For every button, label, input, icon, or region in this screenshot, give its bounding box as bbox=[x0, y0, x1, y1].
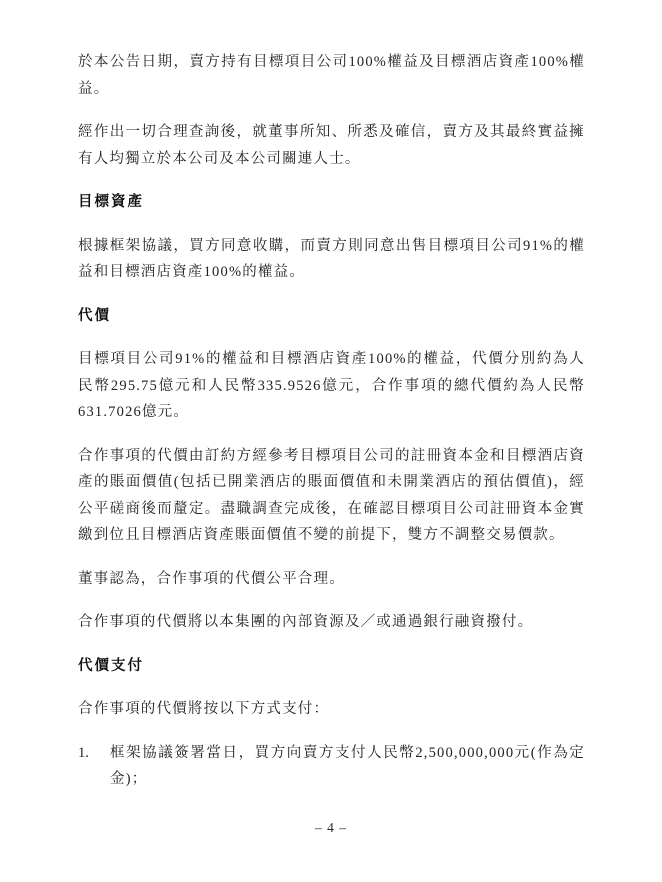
list-item-marker: 1. bbox=[78, 744, 89, 761]
section-heading-payment-of-consideration: 代價支付 bbox=[78, 657, 144, 674]
document-body bbox=[78, 49, 585, 793]
paragraph-payment-intro: 合作事項的代價將按以下方式支付： bbox=[78, 701, 330, 717]
section-heading-target-assets: 目標資產 bbox=[78, 194, 144, 210]
paragraph-independence-statement: 經作出一切合理查詢後，就董事所知、所悉及確信，賣方及其最終實益擁有人均獨立於本公司及本公司關連人士。 bbox=[78, 124, 585, 167]
paragraph-ownership-statement: 於本公告日期，賣方持有目標項目公司100%權益及目標酒店資產100%權益。 bbox=[78, 54, 585, 97]
paragraph-funding-source: 合作事項的代價將以本集團的內部資源及／或通過銀行融資撥付。 bbox=[78, 614, 534, 630]
page-number: – 4 – bbox=[315, 820, 347, 835]
paragraph-directors-opinion: 董事認為，合作事項的代價公平合理。 bbox=[78, 570, 345, 587]
paragraph-consideration-basis: 合作事項的代價由訂約方經參考目標項目公司的註冊資本金和目標酒店資產的賬面價值(包括已開業酒店的賬面價值和未開業酒店的預估價值)，經公平磋商後而釐定。盡職調查完成後，在確認目標項目公司註冊資本金實繳到位且目標酒店資產賬面價值不變的前提下，雙方不調整交易價款。 bbox=[78, 447, 585, 543]
paragraph-consideration-amounts: 目標項目公司91%的權益和目標酒店資產100%的權益，代價分別約為人民幣295.75億元和人民幣335.9526億元，合作事項的總代價約為人民幣631.7026億元。 bbox=[78, 351, 585, 420]
paragraph-framework-agreement: 根據框架協議，買方同意收購，而賣方則同意出售目標項目公司91%的權益和目標酒店資產100%的權益。 bbox=[78, 237, 585, 280]
list-item-text: 框架協議簽署當日，買方向賣方支付人民幣2,500,000,000元(作為定金)； bbox=[110, 744, 585, 787]
list-item-payment-1 bbox=[78, 740, 585, 793]
section-heading-consideration: 代價 bbox=[78, 307, 111, 324]
